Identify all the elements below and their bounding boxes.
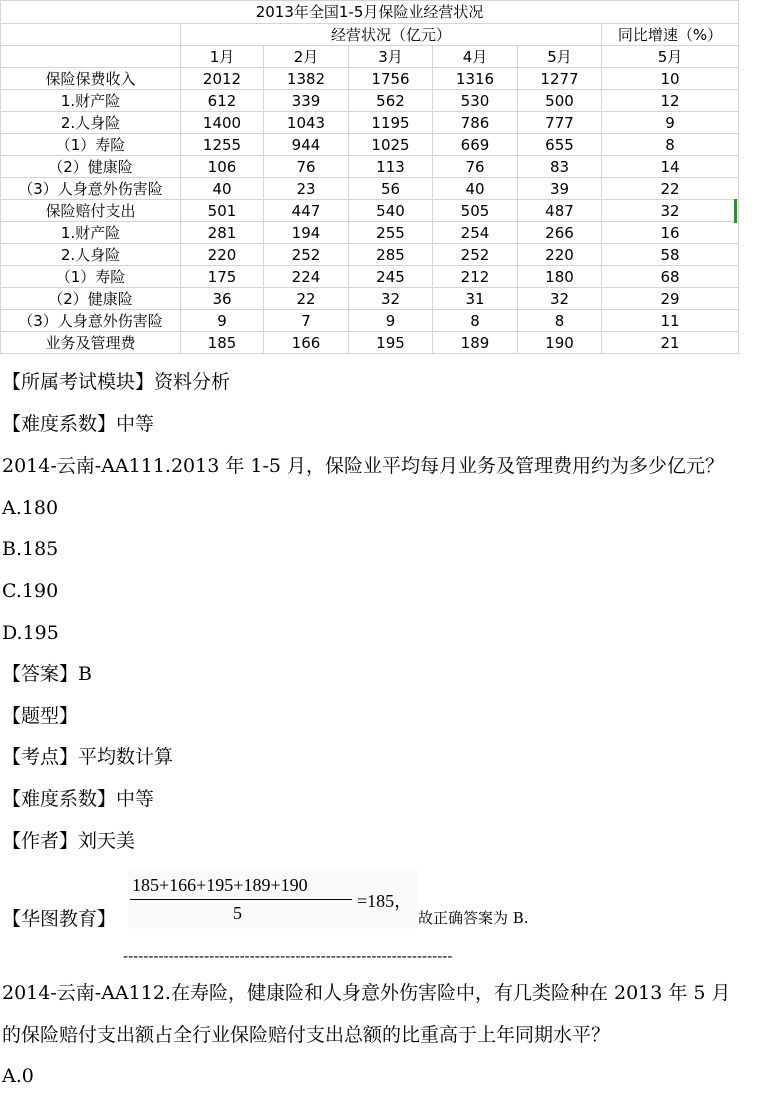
value-cell: 185 — [181, 332, 264, 354]
value-cell: 540 — [349, 200, 433, 222]
value-cell: 22 — [264, 288, 349, 310]
row-label: 1.财产险 — [1, 90, 181, 112]
formula-denominator: 5 — [233, 903, 242, 923]
value-cell: 285 — [349, 244, 433, 266]
growth-cell: 21 — [602, 332, 739, 354]
table-row — [1, 266, 739, 288]
month-header: 4月 — [433, 46, 518, 68]
value-cell: 1255 — [181, 134, 264, 156]
value-cell: 190 — [518, 332, 602, 354]
value-cell: 530 — [433, 90, 518, 112]
value-cell: 2012 — [181, 68, 264, 90]
value-cell: 777 — [518, 112, 602, 134]
question-type-line: 【题型】 — [2, 705, 79, 727]
month-header: 2月 — [264, 46, 349, 68]
value-cell: 7 — [264, 310, 349, 332]
table-row — [1, 90, 739, 112]
value-cell: 252 — [264, 244, 349, 266]
row-label: （3）人身意外伤害险 — [1, 178, 181, 200]
table-row — [1, 112, 739, 134]
empty-cell — [1, 46, 181, 68]
value-cell: 9 — [181, 310, 264, 332]
explanation-tail: 故正确答案为 B. — [418, 909, 529, 927]
option-c: C.190 — [2, 580, 59, 602]
table-row — [1, 134, 739, 156]
growth-month-header: 5月 — [602, 46, 739, 68]
option-d: D.195 — [2, 622, 59, 644]
table-row — [1, 222, 739, 244]
value-cell: 195 — [349, 332, 433, 354]
value-cell: 487 — [518, 200, 602, 222]
row-label: 业务及管理费 — [1, 332, 181, 354]
value-cell: 655 — [518, 134, 602, 156]
difficulty-line-2: 【难度系数】中等 — [2, 788, 155, 810]
row-label: 2.人身险 — [1, 244, 181, 266]
value-cell: 447 — [264, 200, 349, 222]
growth-cell: 12 — [602, 90, 739, 112]
value-cell: 189 — [433, 332, 518, 354]
value-cell: 1756 — [349, 68, 433, 90]
month-header: 3月 — [349, 46, 433, 68]
row-label: 保险保费收入 — [1, 68, 181, 90]
growth-cell: 8 — [602, 134, 739, 156]
value-cell: 501 — [181, 200, 264, 222]
cell-cursor-marker — [734, 199, 737, 223]
value-cell: 8 — [518, 310, 602, 332]
value-cell: 175 — [181, 266, 264, 288]
table-row — [1, 178, 739, 200]
value-cell: 220 — [181, 244, 264, 266]
group-header-operations: 经营状况（亿元） — [181, 24, 602, 46]
value-cell: 505 — [433, 200, 518, 222]
formula-result: =185， — [357, 891, 413, 911]
question-2-line-2: 的保险赔付支出额占全行业保险赔付支出总额的比重高于上年同期水平？ — [2, 1024, 611, 1046]
value-cell: 76 — [264, 156, 349, 178]
value-cell: 266 — [518, 222, 602, 244]
value-cell: 786 — [433, 112, 518, 134]
value-cell: 281 — [181, 222, 264, 244]
value-cell: 1195 — [349, 112, 433, 134]
formula-numerator: 185+166+195+189+190 — [132, 875, 308, 895]
row-label: （3）人身意外伤害险 — [1, 310, 181, 332]
q2-option-a: A.0 — [2, 1065, 34, 1087]
question-2-line-1: 2014-云南-AA112.在寿险，健康险和人身意外伤害险中，有几类险种在 2013 年 5 月 — [2, 982, 731, 1004]
growth-cell: 32 — [602, 200, 739, 222]
table-row — [1, 332, 739, 354]
value-cell: 39 — [518, 178, 602, 200]
group-header-growth: 同比增速（%） — [602, 24, 739, 46]
value-cell: 40 — [433, 178, 518, 200]
value-cell: 224 — [264, 266, 349, 288]
value-cell: 500 — [518, 90, 602, 112]
value-cell: 8 — [433, 310, 518, 332]
option-a: A.180 — [2, 497, 59, 519]
value-cell: 612 — [181, 90, 264, 112]
value-cell: 252 — [433, 244, 518, 266]
growth-cell: 10 — [602, 68, 739, 90]
empty-cell — [1, 24, 181, 46]
value-cell: 1025 — [349, 134, 433, 156]
value-cell: 339 — [264, 90, 349, 112]
growth-cell: 68 — [602, 266, 739, 288]
value-cell: 83 — [518, 156, 602, 178]
table-row — [1, 200, 739, 222]
value-cell: 669 — [433, 134, 518, 156]
value-cell: 254 — [433, 222, 518, 244]
value-cell: 1316 — [433, 68, 518, 90]
table-row — [1, 310, 739, 332]
table-title: 2013年全国1-5月保险业经营状况 — [1, 1, 739, 24]
value-cell: 9 — [349, 310, 433, 332]
value-cell: 40 — [181, 178, 264, 200]
option-b: B.185 — [2, 538, 59, 560]
value-cell: 32 — [518, 288, 602, 310]
section-divider: ----------------------------------------------------------------- — [123, 947, 453, 965]
table-row — [1, 68, 739, 90]
month-header: 5月 — [518, 46, 602, 68]
growth-cell: 9 — [602, 112, 739, 134]
fraction-bar — [130, 899, 352, 900]
growth-cell: 11 — [602, 310, 739, 332]
value-cell: 1382 — [264, 68, 349, 90]
value-cell: 212 — [433, 266, 518, 288]
row-label: 2.人身险 — [1, 112, 181, 134]
table-row — [1, 288, 739, 310]
value-cell: 1277 — [518, 68, 602, 90]
module-line: 【所属考试模块】资料分析 — [2, 371, 231, 393]
row-label: （2）健康险 — [1, 156, 181, 178]
value-cell: 255 — [349, 222, 433, 244]
exam-point-line: 【考点】平均数计算 — [2, 746, 174, 768]
value-cell: 32 — [349, 288, 433, 310]
value-cell: 166 — [264, 332, 349, 354]
value-cell: 944 — [264, 134, 349, 156]
spreadsheet-grid — [0, 0, 739, 354]
value-cell: 31 — [433, 288, 518, 310]
row-label: （1）寿险 — [1, 134, 181, 156]
table-row — [1, 244, 739, 266]
value-cell: 194 — [264, 222, 349, 244]
growth-cell: 16 — [602, 222, 739, 244]
explanation-label: 【华图教育】 — [2, 908, 117, 930]
value-cell: 76 — [433, 156, 518, 178]
value-cell: 1400 — [181, 112, 264, 134]
value-cell: 113 — [349, 156, 433, 178]
value-cell: 36 — [181, 288, 264, 310]
row-label: 1.财产险 — [1, 222, 181, 244]
table-row — [1, 156, 739, 178]
row-label: （2）健康险 — [1, 288, 181, 310]
value-cell: 23 — [264, 178, 349, 200]
growth-cell: 58 — [602, 244, 739, 266]
growth-cell: 14 — [602, 156, 739, 178]
growth-cell: 22 — [602, 178, 739, 200]
author-line: 【作者】刘天美 — [2, 830, 136, 852]
value-cell: 1043 — [264, 112, 349, 134]
value-cell: 180 — [518, 266, 602, 288]
value-cell: 56 — [349, 178, 433, 200]
value-cell: 220 — [518, 244, 602, 266]
answer-line: 【答案】B — [2, 663, 92, 685]
value-cell: 562 — [349, 90, 433, 112]
average-formula — [128, 869, 418, 929]
difficulty-line: 【难度系数】中等 — [2, 413, 155, 435]
month-header: 1月 — [181, 46, 264, 68]
insurance-data-table — [0, 0, 738, 357]
row-label: 保险赔付支出 — [1, 200, 181, 222]
value-cell: 106 — [181, 156, 264, 178]
growth-cell: 29 — [602, 288, 739, 310]
value-cell: 245 — [349, 266, 433, 288]
row-label: （1）寿险 — [1, 266, 181, 288]
question-1: 2014-云南-AA111.2013 年 1-5 月，保险业平均每月业务及管理费用约为多少亿元？ — [2, 455, 725, 477]
